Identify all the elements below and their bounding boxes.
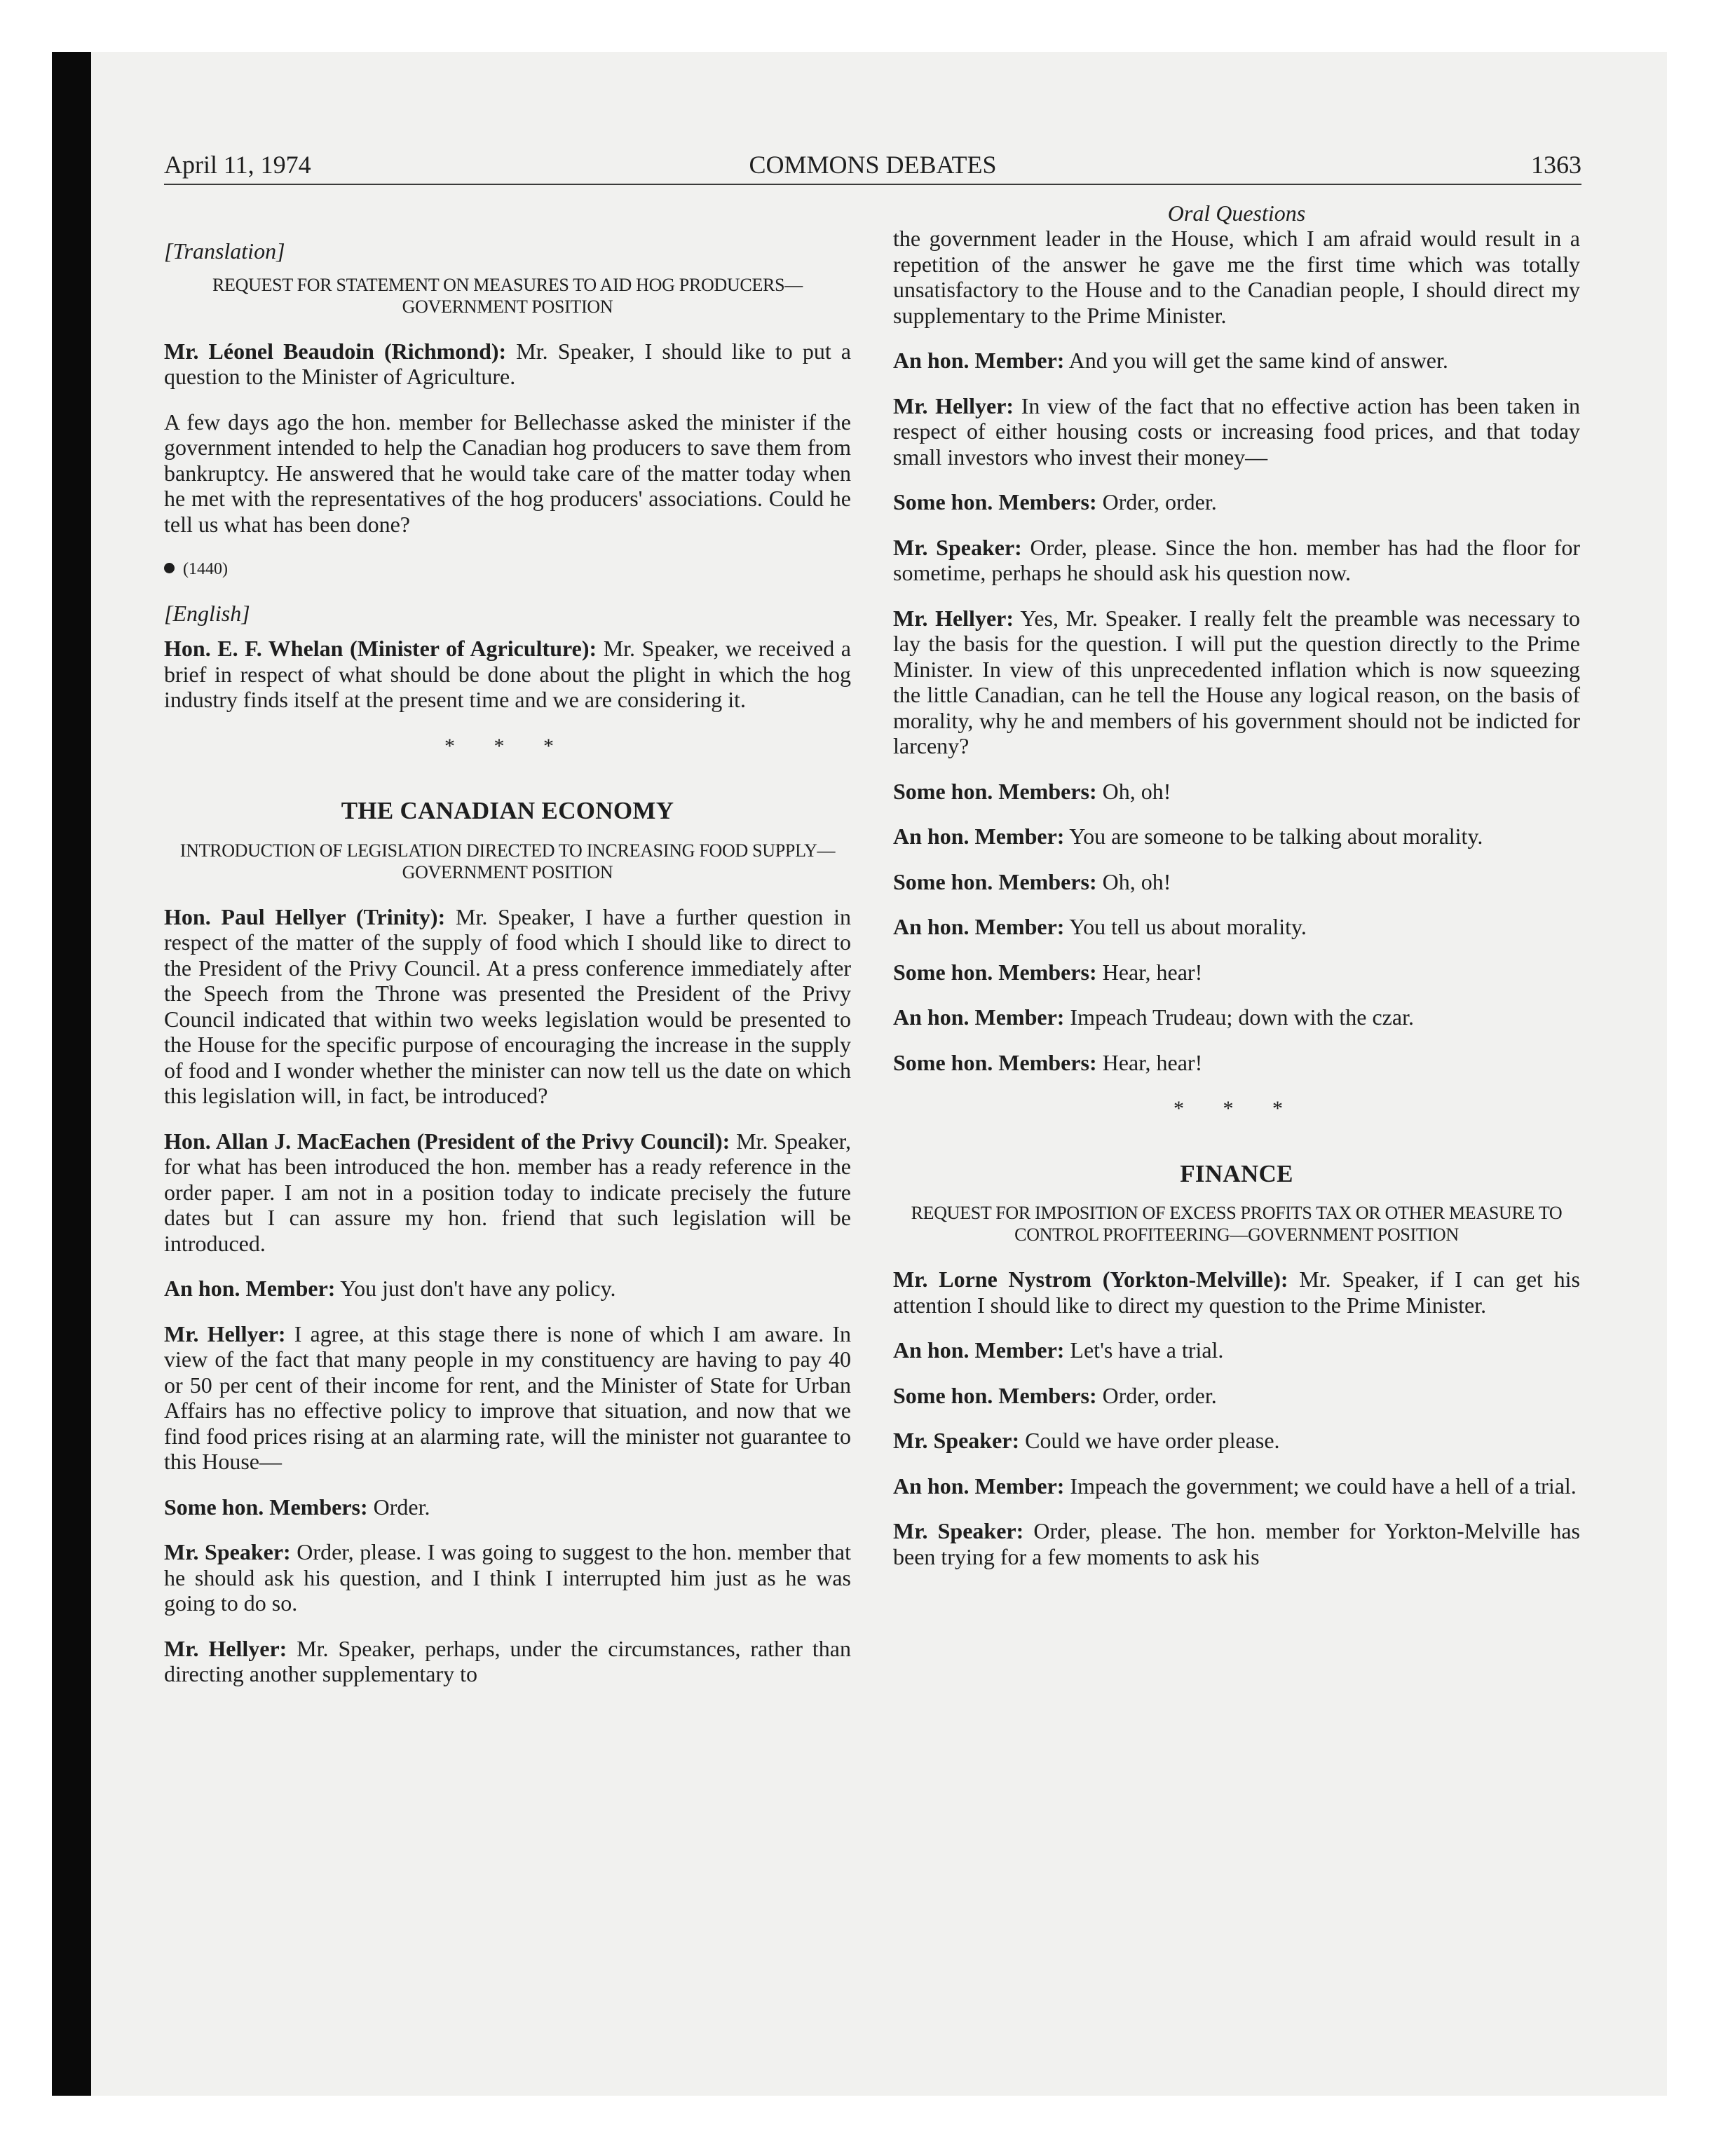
speaker-name: An hon. Member: [893,1337,1065,1363]
speech-paragraph [893,1518,1580,1569]
speech-paragraph [893,779,1580,805]
speech-paragraph: the government leader in the House, which I am afraid would result in a repetition of the answer he gave me the first time which was totally unsatisfactory to the House and to the Canadian people, I should direct my supplementary to the Prime Minister. [893,226,1580,328]
header-date: April 11, 1974 [164,151,311,179]
speech-paragraph [893,1383,1580,1409]
speech-paragraph [893,960,1580,985]
speech-text: You tell us about morality. [1064,914,1307,939]
right-column [893,200,1580,1589]
speech-text: You are someone to be talking about morality. [1064,824,1483,849]
translation-note: [Translation] [164,238,285,264]
section-heading-canadian-economy: THE CANADIAN ECONOMY [341,797,674,824]
speaker-name: An hon. Member: [893,824,1065,849]
speaker-name: Hon. Paul Hellyer (Trinity): [164,903,446,929]
speaker-name: Mr. Léonel Beaudoin (Richmond): [164,338,507,364]
speech-text: Hear, hear! [1096,1049,1203,1075]
time-stamp-text: (1440) [183,560,228,578]
speech-paragraph [893,1267,1580,1318]
speaker-name: Some hon. Members: [893,489,1097,514]
speaker-name: Some hon. Members: [164,1494,368,1520]
speaker-name: An hon. Member: [893,1473,1065,1499]
speech-text: And you will get the same kind of answer. [1064,348,1448,373]
speech-text: Mr. Speaker, I should like to put a question to the Minister of Agriculture. [164,338,852,389]
speaker-name: Mr. Hellyer: [164,1321,286,1346]
running-head [164,149,1581,185]
speech-text: Order, please. I was going to suggest to the hon. member that he should ask his question, and I think I interrupted him just as he was going to do so. [164,1539,852,1616]
section-divider: * * * [444,734,571,758]
speech-text: Mr. Speaker, if I can get his attention I should like to direct my question to the Prime Minister. [893,1267,1580,1318]
speech-paragraph [893,1428,1580,1454]
speech-paragraph [893,489,1580,515]
header-title: COMMONS DEBATES [749,151,997,179]
speech-text: Mr. Speaker, perhaps, under the circumstances, rather than directing another supplementary to [164,1635,852,1686]
speech-text: Order, order. [1096,489,1217,514]
left-column [164,200,851,1707]
speech-paragraph [164,1494,851,1520]
speaker-name: Hon. Allan J. MacEachen (President of the Privy Council): [164,1128,730,1154]
subheading-hog-producers: REQUEST FOR STATEMENT ON MEASURES TO AID HOG PRODUCERS—GOVERNMENT POSITION [212,274,803,317]
speaker-name: An hon. Member: [164,1276,336,1301]
speech-paragraph [893,914,1580,940]
time-stamp [164,557,851,582]
speech-paragraph [164,636,851,713]
speech-paragraph [164,904,851,1109]
section-divider: * * * [1173,1097,1300,1120]
speaker-name: Some hon. Members: [893,1049,1097,1075]
speech-paragraph [164,1321,851,1475]
speech-text: Order, please. The hon. member for Yorkton-Melville has been trying for a few moments to ask his [893,1518,1581,1569]
speaker-name: Mr. Hellyer: [893,393,1014,418]
speech-text: Oh, oh! [1096,868,1171,894]
speaker-name: An hon. Member: [893,1004,1065,1030]
speech-paragraph [893,393,1580,470]
speech-text: Hear, hear! [1096,959,1203,985]
speech-paragraph [893,535,1580,586]
speech-paragraph [164,1636,851,1687]
speaker-name: Some hon. Members: [893,959,1097,985]
speaker-name: Mr. Speaker: [893,534,1022,560]
speaker-name: Some hon. Members: [893,1382,1097,1408]
speech-paragraph [893,1004,1580,1030]
speech-text: Could we have order please. [1019,1428,1280,1453]
speech-text: Impeach Trudeau; down with the czar. [1064,1004,1414,1030]
english-note: [English] [164,600,250,626]
column-caption: Oral Questions [1167,200,1306,226]
speaker-name: Mr. Speaker: [893,1428,1020,1453]
speaker-name: An hon. Member: [893,914,1065,939]
speech-text: Impeach the government; we could have a hell of a trial. [1064,1473,1577,1499]
speech-text: Order, please. Since the hon. member has had the floor for sometime, perhaps he should ask his question now. [893,534,1581,585]
speech-paragraph [164,339,851,390]
page-number: 1363 [1531,151,1581,179]
speech-paragraph [893,348,1580,374]
speech-paragraph [893,1337,1580,1363]
speech-paragraph [893,1473,1580,1499]
speech-text: Order. [367,1494,430,1520]
speaker-name: Some hon. Members: [893,778,1097,804]
speaker-name: Mr. Speaker: [164,1539,291,1564]
speaker-name: Mr. Speaker: [893,1518,1024,1543]
speech-text: You just don't have any policy. [335,1276,616,1301]
section-heading-finance: FINANCE [1180,1159,1293,1187]
speech-paragraph [164,1128,851,1257]
speech-text: Mr. Speaker, I have a further question in respect of the matter of the supply of food which I should like to direct to the President of the Privy Council. At a press conference immediately after the Speech from the Throne was presented the President of the Privy Council indicated that within two weeks legislation would be presented to the House for the specific purpose of encouraging the increase in the supply of food and I wonder whether the minister can now tell us the date on which this legislation will, in fact, be introduced? [164,903,852,1108]
speech-paragraph [893,869,1580,895]
speech-paragraph: A few days ago the hon. member for Bellechasse asked the minister if the government intended to help the Canadian hog producers to save them from bankruptcy. He answered that he would take care of the matter today when he met with the representatives of the hog producers' associations. Could he tell us what has been done? [164,409,851,537]
subheading-food-supply: INTRODUCTION OF LEGISLATION DIRECTED TO INCREASING FOOD SUPPLY—GOVERNMENT POSITION [179,840,836,882]
speech-text: Yes, Mr. Speaker. I really felt the preamble was necessary to lay the basis for the question. I will put the question directly to the Prime Minister. In view of this unprecedented inflation which is now squeezing the little Canadian, can he tell the House any logical reason, on the basis of morality, why he and members of his government should not be indicted for larceny? [893,605,1581,758]
speech-text: Mr. Speaker, for what has been introduced the hon. member has a ready reference in the order paper. I am not in a position today to indicate precisely the future dates but I can assure my hon. friend that such legislation will be introduced. [164,1128,851,1256]
speech-paragraph [893,824,1580,850]
speaker-name: Hon. E. F. Whelan (Minister of Agriculture): [164,636,597,661]
bullet-icon [164,563,175,573]
speaker-name: Some hon. Members: [893,868,1097,894]
speech-paragraph [164,1276,851,1302]
speech-paragraph [893,606,1580,759]
speaker-name: Mr. Hellyer: [893,605,1014,631]
binding-edge [52,52,91,2096]
speech-text: Oh, oh! [1096,778,1171,804]
speaker-name: Mr. Hellyer: [164,1635,287,1661]
subheading-profiteering: REQUEST FOR IMPOSITION OF EXCESS PROFITS TAX OR OTHER MEASURE TO CONTROL PROFITEERING—GOVERNMENT POSITION [911,1203,1563,1245]
speaker-name: An hon. Member: [893,348,1065,373]
speech-paragraph [893,1050,1580,1076]
speech-text: In view of the fact that no effective action has been taken in respect of either housing costs or increasing food prices, and that today small investors who invest their money— [893,393,1581,470]
speech-text: I agree, at this stage there is none of which I am aware. In view of the fact that many people in my constituency are having to pay 40 or 50 per cent of their income for rent, and the Minister of State for Urban Affairs has no effective policy to improve that situation, and now that we find food prices rising at an alarming rate, will the minister not guarantee to this House— [164,1321,852,1474]
speech-paragraph [164,1539,851,1616]
speech-text: Let's have a trial. [1064,1337,1224,1363]
speaker-name: Mr. Lorne Nystrom (Yorkton-Melville): [893,1267,1288,1292]
speech-text: Order, order. [1096,1382,1217,1408]
speech-text: Mr. Speaker, we received a brief in respect of what should be done about the plight in which the hog industry finds itself at the present time and we are considering it. [164,636,852,712]
